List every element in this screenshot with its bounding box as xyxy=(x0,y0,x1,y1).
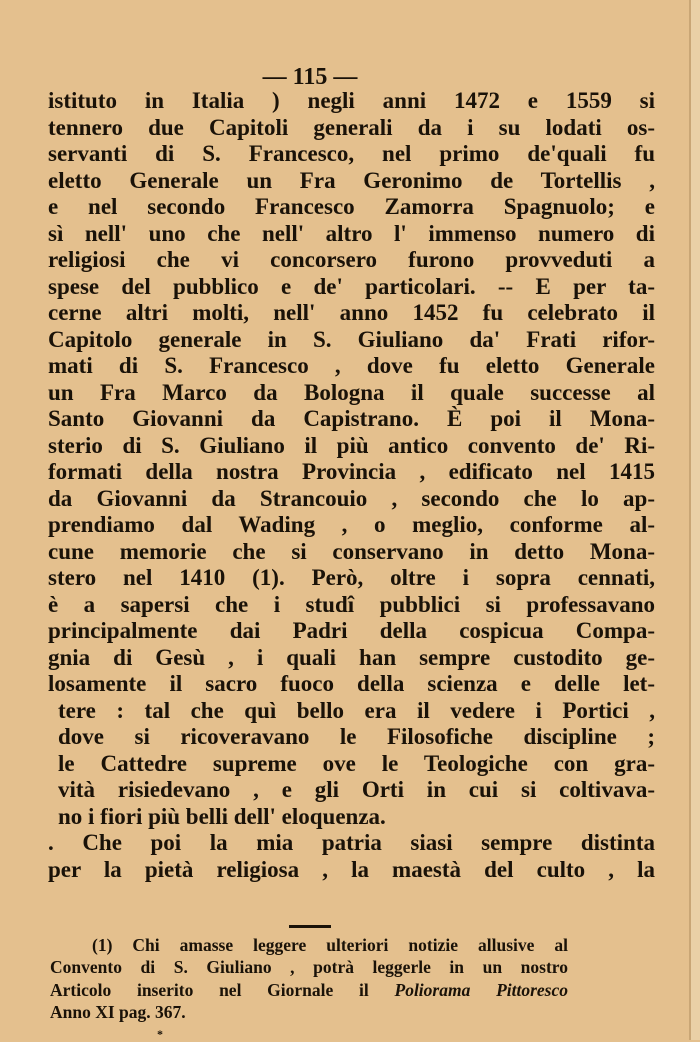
text-line: istituto in Italia ) negli anni 1472 e 1559 si xyxy=(48,88,655,113)
text-line: sterio di S. Giuliano il più antico convento de' Ri- xyxy=(48,432,655,458)
text-line: cerne altri molti, nell' anno 1452 fu celebrato il xyxy=(48,300,655,325)
text-line: prendiamo dal Wading , o meglio, conforme al- xyxy=(48,512,655,537)
text-line: è a sapersi che i studî pubblici si professavano xyxy=(48,591,655,617)
page-number xyxy=(0,64,620,91)
text-line: da Giovanni da Strancouio , secondo che lo ap- xyxy=(48,485,655,511)
footnote-line: Convento di S. Giuliano , potrà leggerle in un nostro xyxy=(50,957,568,978)
text-line: per la pietà religiosa , la maestà del culto , la xyxy=(48,856,655,882)
text-line: tere : tal che quì bello era il vedere i Portici , xyxy=(58,697,655,723)
text-line: Capitolo generale in S. Giuliano da' Frati rifor- xyxy=(48,326,655,352)
footnote-line: (1) Chi amasse leggere ulteriori notizie allusive al xyxy=(92,935,568,955)
text-line: sì nell' uno che nell' altro l' immenso numero di xyxy=(48,220,655,246)
body-text xyxy=(48,88,655,883)
journal-title: Poliorama Pittoresco xyxy=(394,979,569,1000)
footnote-separator xyxy=(289,925,331,928)
signature-mark: * xyxy=(157,1027,163,1041)
text-line: le Cattedre supreme ove le Teologiche con gra- xyxy=(58,750,655,776)
text-line: mati di S. Francesco , dove fu eletto Generale xyxy=(48,353,655,378)
footnote-line xyxy=(50,979,568,1001)
text-line: vità risiedevano , e gli Orti in cui si coltivava- xyxy=(58,777,655,802)
text-line: tennero due Capitoli generali da i su lodati os- xyxy=(48,114,655,140)
text-line: formati della nostra Provincia , edificato nel 1415 xyxy=(48,459,655,484)
text-line: un Fra Marco da Bologna il quale successe al xyxy=(48,379,655,405)
text-line: cune memorie che si conservano in detto Mona- xyxy=(48,538,655,564)
text-line: religiosi che vi concorsero furono provveduti a xyxy=(48,247,655,272)
text-line: dove si ricoveravano le Filosofiche discipline ; xyxy=(58,724,655,749)
page-margin xyxy=(691,0,700,1040)
page-number-text: — 115 — xyxy=(262,64,358,90)
text-line: losamente il sacro fuoco della scienza e delle let- xyxy=(48,671,655,696)
text-line: eletto Generale un Fra Geronimo de Tortellis , xyxy=(48,167,655,193)
text-line: gnia di Gesù , i quali han sempre custodito ge- xyxy=(48,644,655,670)
text-line: stero nel 1410 (1). Però, oltre i sopra cennati, xyxy=(48,565,655,590)
footnote xyxy=(50,934,568,1023)
footnote-text: Articolo inserito nel Giornale il xyxy=(50,979,369,1000)
text-line: spese del pubblico e de' particolari. -- E per ta- xyxy=(48,273,655,299)
text-line: principalmente dai Padri della cospicua Compa- xyxy=(48,618,655,643)
text-line: e nel secondo Francesco Zamorra Spagnuolo; e xyxy=(48,194,655,219)
text-line: servanti di S. Francesco, nel primo de'quali fu xyxy=(48,141,655,166)
footnote-line: Anno XI pag. 367. xyxy=(50,1001,186,1022)
text-line: . Che poi la mia patria siasi sempre distinta xyxy=(48,830,655,855)
text-line: no i fiori più belli dell' eloquenza. xyxy=(58,803,386,829)
text-line: Santo Giovanni da Capistrano. È poi il Mona- xyxy=(48,406,655,431)
